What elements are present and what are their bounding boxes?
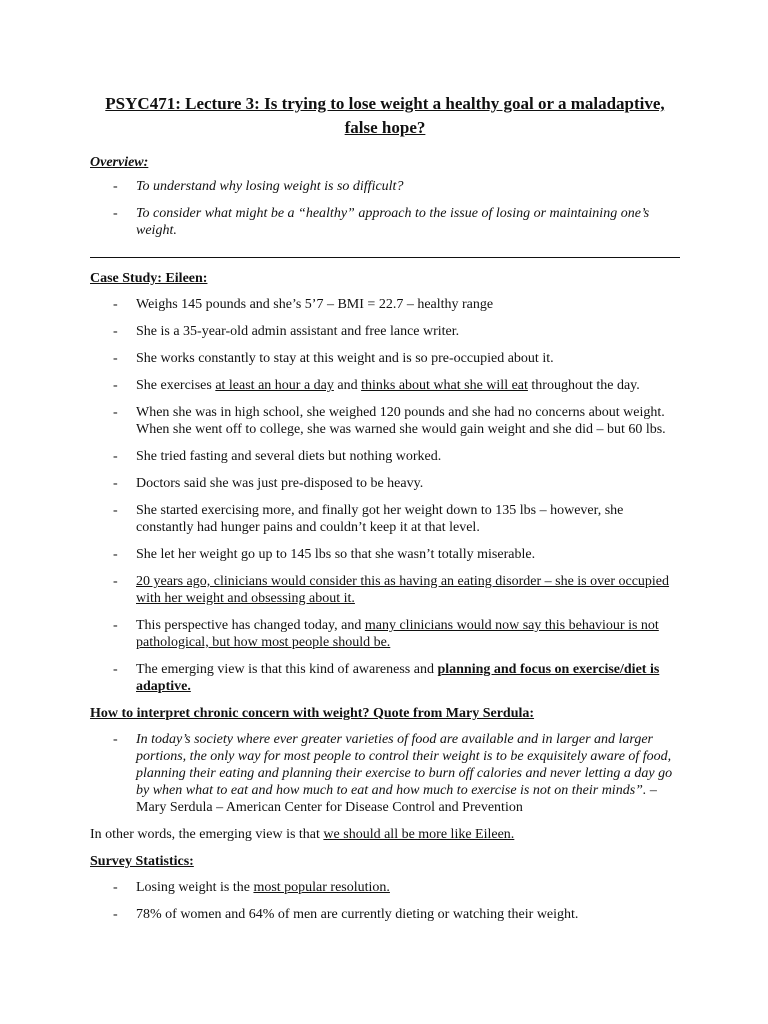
- survey-item-1a: Losing weight is the: [136, 880, 254, 895]
- list-item: [90, 448, 680, 465]
- case-item-exercise-a: She exercises: [136, 378, 216, 393]
- case-item-fasting: She tried fasting and several diets but nothing worked.: [136, 449, 442, 464]
- case-study-list: [90, 296, 680, 695]
- overview-list: [90, 178, 680, 239]
- dash-bullet: -: [113, 297, 118, 312]
- list-item: [90, 573, 680, 607]
- case-item-doctors: Doctors said she was just pre-disposed to be heavy.: [136, 476, 424, 491]
- case-item-works: She works constantly to stay at this weight and is so pre-occupied about it.: [136, 351, 554, 366]
- document-page: [90, 92, 680, 923]
- list-item: [90, 879, 680, 896]
- list-item: [90, 205, 680, 239]
- list-item: [90, 377, 680, 394]
- list-item: [90, 546, 680, 563]
- other-words-prefix: In other words, the emerging view is that: [90, 827, 324, 842]
- case-item-twenty-years: 20 years ago, clinicians would consider this as having an eating disorder – she is over occupied with her weight and obsessing about it.: [136, 574, 670, 606]
- overview-item-1: To understand why losing weight is so difficult?: [136, 179, 404, 194]
- list-item: [90, 323, 680, 340]
- case-item-started: She started exercising more, and finally got her weight down to 135 lbs – however, she constantly had hunger pains and couldn’t keep it at that level.: [136, 503, 624, 535]
- dash-bullet: -: [113, 618, 118, 633]
- survey-item-2: 78% of women and 64% of men are currently dieting or watching their weight.: [136, 907, 579, 922]
- list-item: [90, 178, 680, 195]
- case-study-heading-text: Case Study: Eileen:: [90, 271, 208, 286]
- other-words-underlined: we should all be more like Eileen.: [323, 827, 515, 842]
- case-item-emerging-b: planning and focus on exercise/diet is adaptive.: [136, 662, 660, 694]
- dash-bullet: -: [113, 907, 118, 922]
- survey-item-1b: most popular resolution.: [253, 880, 390, 895]
- section-divider: [90, 257, 680, 258]
- case-item-weighs: Weighs 145 pounds and she’s 5’7 – BMI = 22.7 – healthy range: [136, 297, 494, 312]
- case-item-exercise-b: at least an hour a day: [215, 378, 334, 393]
- dash-bullet: -: [113, 574, 118, 589]
- dash-bullet: -: [113, 547, 118, 562]
- dash-bullet: -: [113, 405, 118, 420]
- list-item: [90, 617, 680, 651]
- overview-item-2: To consider what might be a “healthy” approach to the issue of losing or maintaining one’s weight.: [136, 206, 650, 238]
- case-item-age: She is a 35-year-old admin assistant and free lance writer.: [136, 324, 460, 339]
- list-item: [90, 731, 680, 816]
- case-item-exercise-d: thinks about what she will eat: [361, 378, 528, 393]
- document-title: PSYC471: Lecture 3: Is trying to lose weight a healthy goal or a maladaptive, false hope?: [105, 94, 665, 137]
- list-item: [90, 350, 680, 367]
- list-item: [90, 404, 680, 438]
- quote-list: [90, 731, 680, 816]
- quote-text: In today’s society where ever greater varieties of food are available and in larger and larger portions, the only way for most people to control their weight is to be exquisitely aware of food, planning their eating and planning their exercise to burn off calories and never letting a day go by when what to eat and how much to eat and how much to exercise is not on their minds”. –: [136, 732, 673, 798]
- list-item: [90, 661, 680, 695]
- dash-bullet: -: [113, 378, 118, 393]
- case-item-emerging-a: The emerging view is that this kind of awareness and: [136, 662, 438, 677]
- case-item-let-up: She let her weight go up to 145 lbs so that she wasn’t totally miserable.: [136, 547, 536, 562]
- list-item: [90, 296, 680, 313]
- other-words-paragraph: [90, 826, 680, 843]
- overview-heading: Overview:: [90, 155, 149, 170]
- list-item: [90, 502, 680, 536]
- case-item-exercise-e: throughout the day.: [527, 378, 640, 393]
- list-item: [90, 475, 680, 492]
- list-item: [90, 906, 680, 923]
- survey-heading: Survey Statistics:: [90, 854, 194, 869]
- case-item-exercise-c: and: [333, 378, 362, 393]
- dash-bullet: -: [113, 476, 118, 491]
- dash-bullet: -: [113, 351, 118, 366]
- dash-bullet: -: [113, 449, 118, 464]
- dash-bullet: -: [113, 206, 118, 221]
- dash-bullet: -: [113, 732, 118, 747]
- quote-section-heading: How to interpret chronic concern with weight? Quote from Mary Serdula:: [90, 706, 535, 721]
- case-item-perspective-b: many clinicians would now say this behaviour is not pathological, but how most people should be.: [136, 618, 659, 650]
- survey-list: [90, 879, 680, 923]
- dash-bullet: -: [113, 324, 118, 339]
- case-study-heading: [90, 270, 680, 288]
- dash-bullet: -: [113, 503, 118, 518]
- dash-bullet: -: [113, 662, 118, 677]
- dash-bullet: -: [113, 179, 118, 194]
- quote-author: Mary Serdula – American Center for Disease Control and Prevention: [136, 800, 523, 815]
- case-item-school: When she was in high school, she weighed 120 pounds and she had no concerns about weight. When she went off to college, she was warned she would gain weight and she did – but 60 lbs.: [136, 405, 666, 437]
- case-item-perspective-a: This perspective has changed today, and: [136, 618, 365, 633]
- dash-bullet: -: [113, 880, 118, 895]
